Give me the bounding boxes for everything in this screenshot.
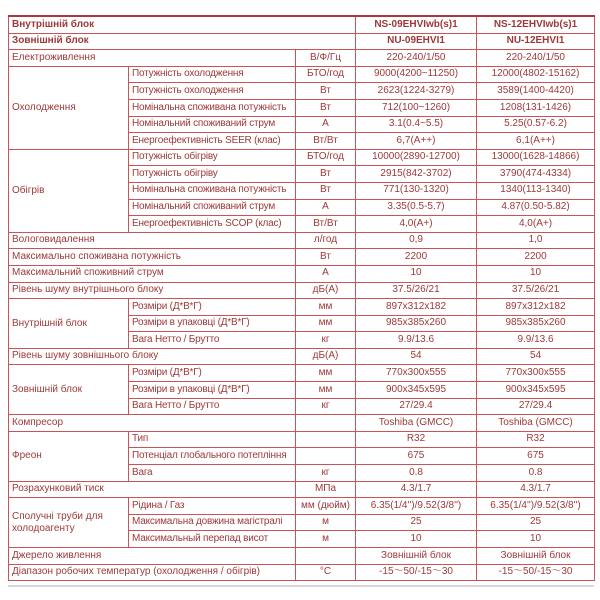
value-cell: R32 [356, 431, 477, 448]
table-row [9, 249, 595, 266]
row-label: Діапазон робочих температур (охолодження / обігрів) [9, 564, 296, 581]
param-label: Потужність обігріву [129, 149, 296, 166]
group-label: Фреон [9, 431, 129, 481]
param-label: Енергоефективність SCOP (клас) [129, 216, 296, 233]
param-label: Вага [129, 465, 296, 482]
value-cell: 712(100~1260) [356, 99, 477, 116]
header-label: Зовнішній блок [9, 33, 356, 50]
table-shadow [8, 585, 594, 587]
value-cell: -15～50/-15～30 [356, 564, 477, 581]
value-cell: 220-240/1/50 [477, 50, 595, 67]
unit-cell [296, 448, 356, 465]
unit-cell: Вт [296, 83, 356, 100]
unit-cell: мм [296, 315, 356, 332]
value-cell: 27/29.4 [477, 398, 595, 415]
param-label: Номінальна споживана потужність [129, 99, 296, 116]
param-label: Потужність охолодження [129, 83, 296, 100]
model-name: NS-09EHVIwb(s)1 [356, 16, 477, 33]
table-row [9, 348, 595, 365]
value-cell: 54 [477, 348, 595, 365]
table-row [9, 431, 595, 448]
group-label: Обігрів [9, 149, 129, 232]
value-cell: 4,0(A+) [477, 216, 595, 233]
value-cell: 985x385x260 [477, 315, 595, 332]
value-cell: 0.8 [356, 465, 477, 482]
value-cell: -15～50/-15～30 [477, 564, 595, 581]
group-label: Внутрішній блок [9, 299, 129, 349]
value-cell: 4.87(0.50-5.82) [477, 199, 595, 216]
header-label: Внутрішній блок [9, 16, 356, 33]
value-cell: 0,9 [356, 232, 477, 249]
value-cell: 5.25(0.57-6.2) [477, 116, 595, 133]
value-cell: 770x300x555 [356, 365, 477, 382]
unit-cell: кг [296, 398, 356, 415]
table-row [9, 564, 595, 581]
row-label: Компресор [9, 415, 296, 432]
value-cell: 9.9/13.6 [356, 332, 477, 349]
unit-cell: м [296, 514, 356, 531]
group-label: Зовнішній блок [9, 365, 129, 415]
value-cell: Toshiba (GMCC) [356, 415, 477, 432]
param-label: Вага Нетто / Брутто [129, 398, 296, 415]
table-row [9, 365, 595, 382]
model-name: NU-09EHVI1 [356, 33, 477, 50]
value-cell: 10 [356, 531, 477, 548]
value-cell: 9.9/13.6 [477, 332, 595, 349]
unit-cell: Вт/Вт [296, 216, 356, 233]
value-cell: 3589(1400-4420) [477, 83, 595, 100]
value-cell: 897x312x182 [356, 299, 477, 316]
value-cell: 12000(4802-15162) [477, 66, 595, 83]
param-label: Розміри (Д*В*Г) [129, 365, 296, 382]
row-label: Рівень шуму зовнішнього блоку [9, 348, 296, 365]
param-label: Потенціал глобального потепління [129, 448, 296, 465]
value-cell: 0.8 [477, 465, 595, 482]
value-cell: 25 [356, 514, 477, 531]
unit-cell [296, 548, 356, 565]
value-cell: 770x300x555 [477, 365, 595, 382]
table-row [9, 481, 595, 498]
unit-cell: А [296, 199, 356, 216]
unit-cell: дБ(А) [296, 348, 356, 365]
spec-table-body [9, 16, 595, 581]
table-row [9, 548, 595, 565]
unit-cell: кг [296, 332, 356, 349]
param-label: Номінальний споживаний струм [129, 199, 296, 216]
param-label: Рідина / Газ [129, 498, 296, 515]
row-label: Вологовидалення [9, 232, 296, 249]
value-cell: 675 [356, 448, 477, 465]
value-cell: 900x345x595 [477, 382, 595, 399]
table-row [9, 232, 595, 249]
value-cell: 6,7(A++) [356, 133, 477, 150]
param-label: Номінальна споживана потужність [129, 182, 296, 199]
value-cell: 25 [477, 514, 595, 531]
unit-cell: Вт [296, 99, 356, 116]
row-label: Максимально споживана потужність [9, 249, 296, 266]
value-cell: 771(130-1320) [356, 182, 477, 199]
table-row [9, 33, 595, 50]
value-cell: 985x385x260 [356, 315, 477, 332]
table-row [9, 299, 595, 316]
row-label: Електроживлення [9, 50, 296, 67]
unit-cell: мм [296, 382, 356, 399]
param-label: Тип [129, 431, 296, 448]
unit-cell: А [296, 265, 356, 282]
table-row [9, 50, 595, 67]
value-cell: 10 [477, 531, 595, 548]
param-label: Розміри в упаковці (Д*В*Г) [129, 315, 296, 332]
row-label: Розрахунковий тиск [9, 481, 296, 498]
model-name: NU-12EHVI1 [477, 33, 595, 50]
unit-cell: мм (дюйм) [296, 498, 356, 515]
value-cell: 3.35(0.5-5.7) [356, 199, 477, 216]
value-cell: 6.35(1/4'')/9.52(3/8'') [477, 498, 595, 515]
table-row [9, 149, 595, 166]
value-cell: 1,0 [477, 232, 595, 249]
value-cell: 2200 [477, 249, 595, 266]
value-cell: 2200 [356, 249, 477, 266]
value-cell: 4.3/1.7 [356, 481, 477, 498]
unit-cell [296, 415, 356, 432]
value-cell: 6.35(1/4'')/9.52(3/8'') [356, 498, 477, 515]
table-row [9, 282, 595, 299]
unit-cell: кг [296, 465, 356, 482]
value-cell: 4.3/1.7 [477, 481, 595, 498]
unit-cell: Вт/Вт [296, 133, 356, 150]
unit-cell: МПа [296, 481, 356, 498]
value-cell: 3790(474-4334) [477, 166, 595, 183]
param-label: Енергоефективність SEER (клас) [129, 133, 296, 150]
unit-cell: °С [296, 564, 356, 581]
value-cell: 3.1(0.4~5.5) [356, 116, 477, 133]
value-cell: 54 [356, 348, 477, 365]
table-row [9, 498, 595, 515]
value-cell: 10 [356, 265, 477, 282]
param-label: Максимальный перепад висот [129, 531, 296, 548]
value-cell: 900x345x595 [356, 382, 477, 399]
unit-cell: дБ(А) [296, 282, 356, 299]
value-cell: R32 [477, 431, 595, 448]
value-cell: 220-240/1/50 [356, 50, 477, 67]
spec-table-wrap [8, 15, 594, 587]
value-cell: Зовнішній блок [477, 548, 595, 565]
value-cell: 10000(2890-12700) [356, 149, 477, 166]
value-cell: Зовнішній блок [356, 548, 477, 565]
unit-cell: БТО/год [296, 66, 356, 83]
unit-cell: мм [296, 299, 356, 316]
value-cell: 1208(131-1426) [477, 99, 595, 116]
table-row [9, 265, 595, 282]
model-name: NS-12EHVIwb(s)1 [477, 16, 595, 33]
unit-cell: Вт [296, 182, 356, 199]
param-label: Потужність охолодження [129, 66, 296, 83]
unit-cell: л/год [296, 232, 356, 249]
value-cell: 9000(4200~11250) [356, 66, 477, 83]
unit-cell: мм [296, 365, 356, 382]
unit-cell: Вт [296, 166, 356, 183]
param-label: Розміри в упаковці (Д*В*Г) [129, 382, 296, 399]
unit-cell: БТО/год [296, 149, 356, 166]
row-label: Максимальний споживний струм [9, 265, 296, 282]
param-label: Розміри (Д*В*Г) [129, 299, 296, 316]
param-label: Вага Нетто / Брутто [129, 332, 296, 349]
group-label: Сполучні труби для холодоагенту [9, 498, 129, 548]
unit-cell: м [296, 531, 356, 548]
value-cell: 37.5/26/21 [477, 282, 595, 299]
value-cell: 4,0(A+) [356, 216, 477, 233]
unit-cell [296, 431, 356, 448]
table-row [9, 415, 595, 432]
value-cell: 6,1(A++) [477, 133, 595, 150]
value-cell: 2623(1224-3279) [356, 83, 477, 100]
value-cell: 675 [477, 448, 595, 465]
value-cell: 2915(842-3702) [356, 166, 477, 183]
value-cell: Toshiba (GMCC) [477, 415, 595, 432]
unit-cell: В/Ф/Гц [296, 50, 356, 67]
value-cell: 37.5/26/21 [356, 282, 477, 299]
unit-cell: А [296, 116, 356, 133]
table-row [9, 66, 595, 83]
row-label: Рівень шуму внутрішнього блоку [9, 282, 296, 299]
value-cell: 897x312x182 [477, 299, 595, 316]
table-row [9, 16, 595, 33]
value-cell: 1340(113-1340) [477, 182, 595, 199]
param-label: Потужність обігріву [129, 166, 296, 183]
unit-cell: Вт [296, 249, 356, 266]
row-label: Джерело живлення [9, 548, 296, 565]
param-label: Номінальний споживаний струм [129, 116, 296, 133]
value-cell: 10 [477, 265, 595, 282]
param-label: Максимальна довжина магістралі [129, 514, 296, 531]
group-label: Охолодження [9, 66, 129, 149]
value-cell: 13000(1628-14866) [477, 149, 595, 166]
value-cell: 27/29.4 [356, 398, 477, 415]
spec-table [8, 15, 595, 581]
